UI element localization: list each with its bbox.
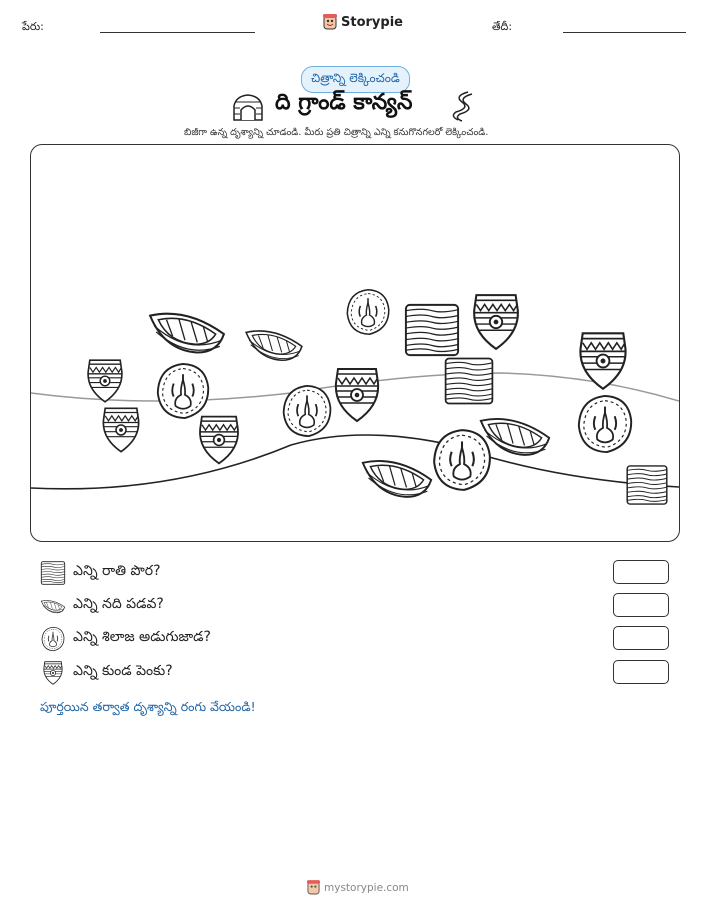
question-text: ఎన్ని శిలాజ అడుగుజాడ? <box>73 629 211 645</box>
footer-url[interactable]: mystorypie.com <box>324 881 409 894</box>
rock-layer <box>406 305 458 355</box>
river-boat-icon <box>40 593 66 619</box>
name-label: పేరు: <box>22 20 44 33</box>
rock-layer <box>446 358 493 403</box>
answer-box[interactable] <box>613 593 669 617</box>
question-row <box>40 560 680 586</box>
page-title: ది గ్రాండ్ కాన్యన్ <box>275 90 413 115</box>
question-text: ఎన్ని నది పడవ? <box>73 596 164 612</box>
fossil-footprint-icon <box>40 626 66 652</box>
date-label: తేదీ: <box>492 20 513 33</box>
activity-badge: చిత్రాన్ని లెక్కించండి <box>301 66 410 93</box>
brand-name: Storypie <box>341 14 403 30</box>
clay-pot <box>336 369 378 421</box>
rock-layer-icon <box>40 560 66 586</box>
river-boat <box>481 419 549 455</box>
clay-pot <box>88 360 122 402</box>
question-text: ఎన్ని రాతి పొర? <box>73 563 161 579</box>
river-boat <box>150 314 224 353</box>
final-note: పూర్తయిన తర్వాత దృశ్యాన్ని రంగు వేయండి! <box>40 699 256 714</box>
canyon-arch-icon <box>232 92 264 122</box>
fossil-footprint <box>579 396 631 452</box>
answer-box[interactable] <box>613 560 669 584</box>
date-line[interactable] <box>563 32 686 33</box>
fossil-footprint <box>347 290 388 334</box>
question-text: ఎన్ని కుండ పెంకు? <box>73 663 173 679</box>
rock-layer <box>627 466 667 504</box>
scene-frame <box>30 144 680 542</box>
question-row <box>40 593 680 619</box>
clay-pot <box>103 408 138 451</box>
clay-pot <box>200 417 238 464</box>
river-boat <box>246 331 302 360</box>
clay-pot-icon <box>40 660 66 686</box>
brand-logo <box>323 14 403 30</box>
footer <box>307 880 409 895</box>
clay-pot <box>474 295 518 349</box>
storypie-mascot-icon <box>307 880 320 895</box>
scene-illustration <box>31 145 679 541</box>
answer-box[interactable] <box>613 626 669 650</box>
instruction-text: బిజీగా ఉన్న దృశ్యాన్ని చూడండి. మీరు ప్రతి చిత్రాన్ని ఎన్ని కనుగొనగలరో లెక్కించండి. <box>184 127 489 138</box>
fossil-footprint <box>434 430 490 490</box>
river-swirl-icon <box>448 90 474 122</box>
storypie-mascot-icon <box>323 14 337 30</box>
fossil-footprint <box>284 386 331 436</box>
river-boat <box>363 461 431 497</box>
question-row <box>40 626 680 652</box>
fossil-footprint <box>158 364 208 418</box>
answer-box[interactable] <box>613 660 669 684</box>
question-row <box>40 660 680 686</box>
name-line[interactable] <box>100 32 255 33</box>
